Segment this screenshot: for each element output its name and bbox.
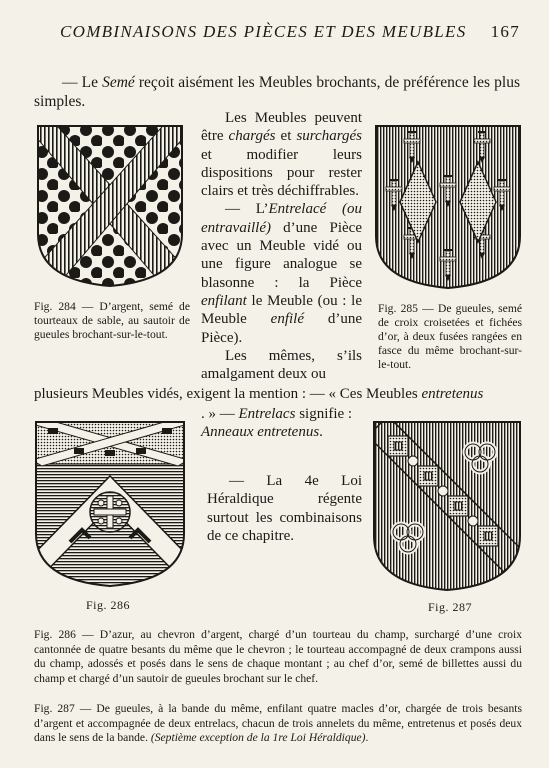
header-title: COMBINAISONS DES PIÈCES ET DES MEUBLES bbox=[60, 22, 467, 41]
shield-fig-287 bbox=[372, 420, 522, 592]
label-fig-287: Fig. 287 bbox=[428, 600, 473, 614]
shield-fig-285 bbox=[374, 124, 522, 290]
running-header bbox=[60, 22, 520, 42]
caption-fig-284: Fig. 284 — D’argent, semé de tourteaux de sable, au sautoir de gueules brochant-sur-le-tout. bbox=[34, 300, 190, 341]
label-fig-286: Fig. 286 bbox=[86, 598, 131, 612]
column-text: Les Meubles peuvent être chargés et surchargés et modifier leurs dispositions pour rester clairs et très déchiffrables. — L’Entrelacé (ou entravaillé) d’une Pièce avec un Meuble vidé ou une figure analogue se blasonne : la Pièce enfilant le Meuble (ou : le Meuble enfilé d’une Pièce). Les mêmes, s’ils amalgament deux ou bbox=[201, 110, 362, 383]
caption-fig-285: Fig. 285 — De gueules, semé de croix croisetées et fichées d’or, à deux fusées rangées en fasce du même brochant-sur-le-tout. bbox=[378, 302, 522, 371]
shield-fig-286 bbox=[34, 420, 186, 588]
column-text-2: . » — Entrelacs signifie : Anneaux entretenus. bbox=[201, 406, 353, 441]
footnote-fig-286: Fig. 286 — D’azur, au chevron d’argent, chargé d’un tourteau du champ, surchargé d’une croix cantonnée de quatre besants du même que le chevron ; le tourteau accompagné de deux crampons aussi du champ, adossés et posés dans le sens de chaque montant ; au chef d’or, semé de billettes aussi du champ et chargé d’un sautoir de gueules brochant sur le chef. bbox=[34, 628, 522, 685]
column-text-3: — La 4e Loi Héraldique régente surtout les combinaisons de ce chapitre. bbox=[207, 473, 362, 544]
paragraph-seme: — Le Semé reçoit aisément les Meubles brochants, de préférence les plus simples. bbox=[34, 74, 520, 110]
page-number: 167 bbox=[490, 22, 520, 41]
full-line: plusieurs Meubles vidés, exigent la mention : — « Ces Meubles entretenus bbox=[34, 386, 484, 402]
footnote-fig-287: Fig. 287 — De gueules, à la bande du même, enfilant quatre macles d’or, chargée de trois besants d’argent et accompagnée de deux entrelacs, chacun de trois annelets du même, entretenus et posés deux dans le sens de la bande. (Septième exception de la 1re Loi Héraldique). bbox=[34, 702, 522, 745]
shield-fig-284 bbox=[36, 124, 184, 288]
